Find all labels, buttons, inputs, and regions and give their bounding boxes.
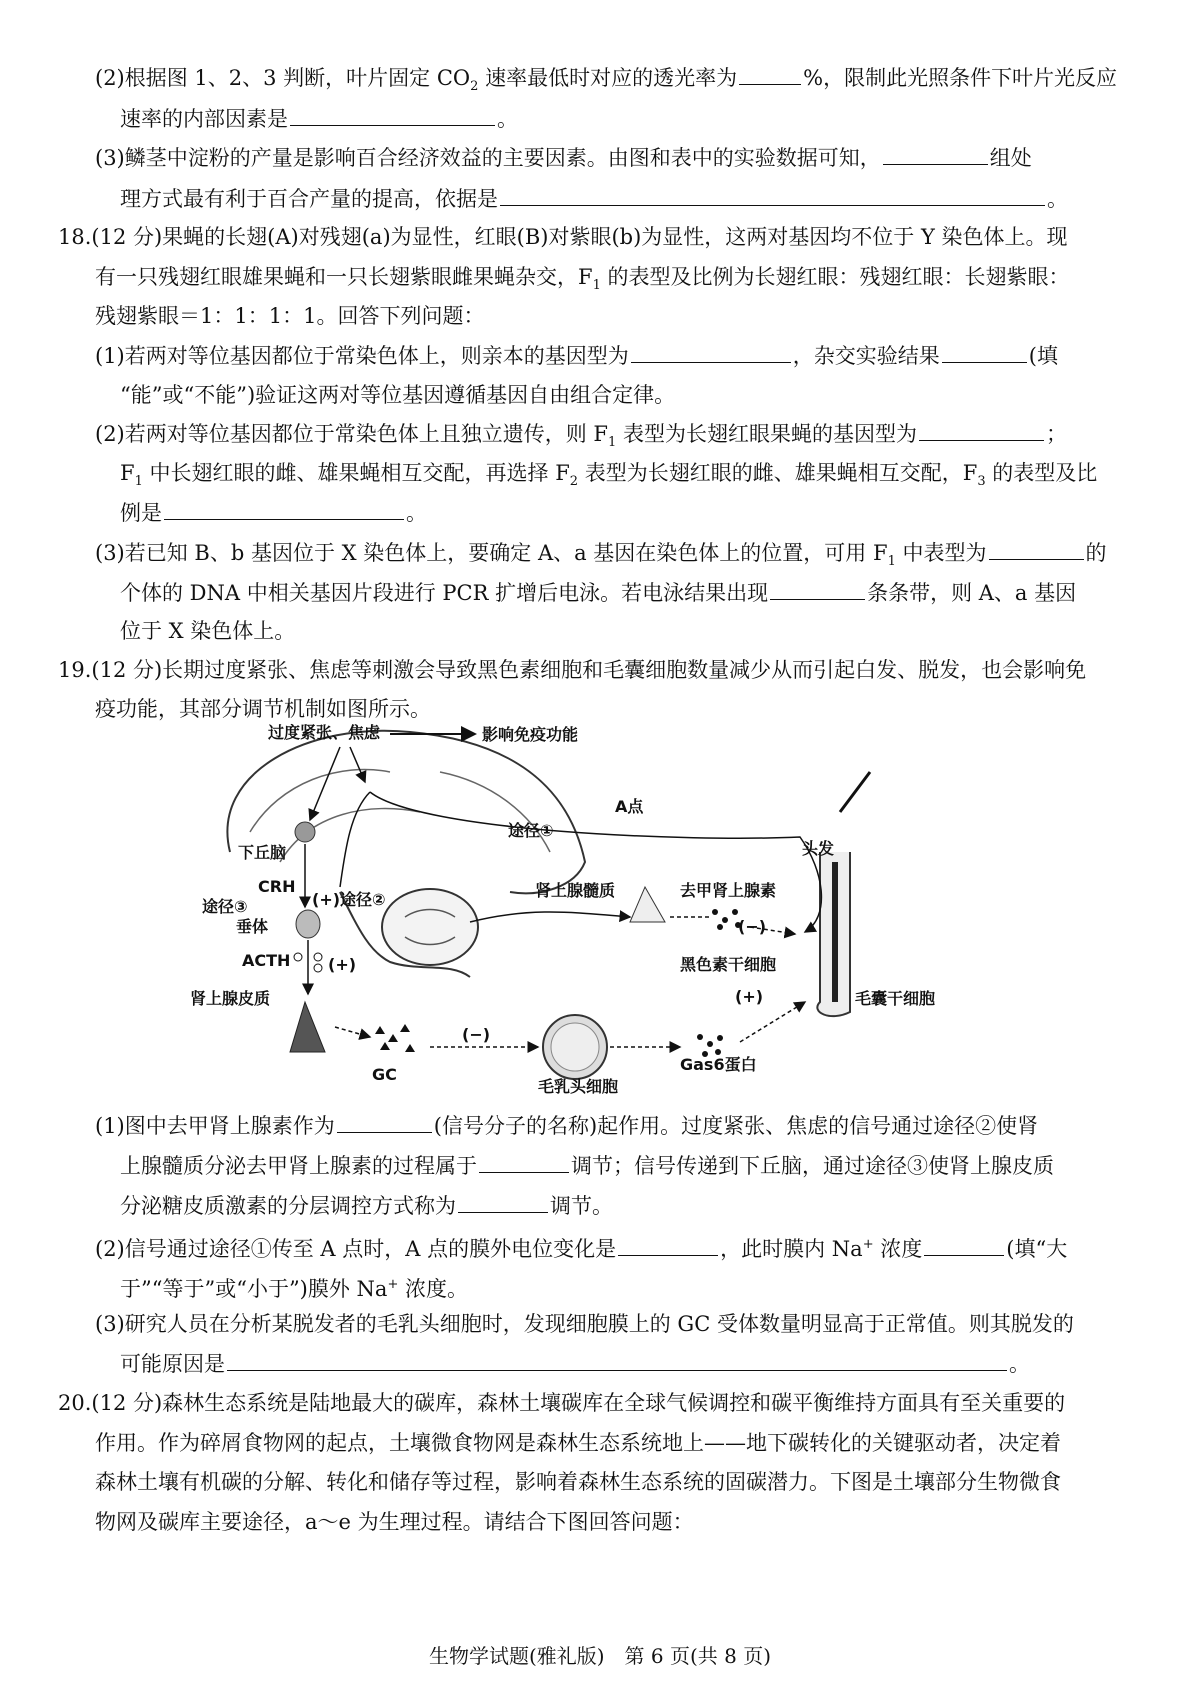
label-dermal-papilla: 毛乳头细胞: [538, 1077, 619, 1096]
label-route2: (+)途径②: [312, 890, 386, 909]
answer-blank[interactable]: [458, 1190, 548, 1213]
answer-blank[interactable]: [631, 340, 791, 363]
label-plus2: (+): [735, 987, 764, 1006]
label-adrenal-cortex: 肾上腺皮质: [190, 989, 271, 1008]
q19-part1-line1: (1)图中去甲肾上腺素作为 (信号分子的名称)起作用。过度紧张、焦虑的信号通过途径②使肾: [95, 1110, 1038, 1141]
q17-part2-line1: (2)根据图 1、2、3 判断，叶片固定 $CO_2$ 速率最低时对应的透光率为 %，限制此光照条件下叶片光反应: [95, 62, 1117, 102]
label-immune: 影响免疫功能: [482, 725, 579, 744]
q19-part3-line1: (3)研究人员在分析某脱发者的毛乳头细胞时，发现细胞膜上的 GC 受体数量明显高于正常值。则其脱发的: [95, 1312, 1074, 1336]
label-pituitary: 垂体: [236, 917, 269, 936]
q19-stem-line1: 19.(12 分)长期过度紧张、焦虑等刺激会导致黑色素细胞和毛囊细胞数量减少从而引起白发、脱发，也会影响免: [58, 658, 1087, 682]
label-route1: 途径①: [508, 821, 554, 840]
label-hypothalamus: 下丘脑: [238, 843, 287, 862]
answer-blank[interactable]: [739, 62, 801, 85]
label-hair-follicle-stem: 毛囊干细胞: [855, 989, 936, 1008]
q18-part3-line3: 位于 X 染色体上。: [120, 619, 296, 643]
answer-blank[interactable]: [924, 1233, 1004, 1256]
label-minus1: (−): [738, 917, 767, 936]
q18-stem-line3: 残翅紫眼＝1：1：1：1。回答下列问题：: [95, 304, 485, 328]
q18-part3-line1: (3)若已知 B、b 基因位于 X 染色体上，要确定 A、a 基因在染色体上的位置，可用 $F_1$ 中表型为 的: [95, 537, 1107, 577]
q18-part2-line3: 例是 。: [120, 497, 427, 528]
q17-part3-line2: 理方式最有利于百合产量的提高，依据是 。: [120, 183, 1068, 214]
norepinephrine-molecules: [712, 909, 741, 930]
answer-blank[interactable]: [919, 418, 1044, 441]
label-plus1: (+): [328, 955, 357, 974]
q19-stem-line2: 疫功能，其部分调节机制如图所示。: [95, 697, 431, 721]
q19-part2-line1: (2)信号通过途径①传至 A 点时，A 点的膜外电位变化是 ，此时膜内 Na+ 浓度 (填“大: [95, 1230, 1067, 1264]
answer-blank[interactable]: [883, 142, 988, 165]
q19-part2-line2: 于”“等于”或“小于”)膜外 Na+ 浓度。: [120, 1277, 469, 1301]
q19-part3-line2: 可能原因是 。: [120, 1348, 1030, 1379]
answer-blank[interactable]: [770, 577, 865, 600]
hypothalamus-shape: [295, 822, 315, 842]
answer-blank[interactable]: [227, 1348, 1007, 1371]
answer-blank[interactable]: [164, 497, 404, 520]
page-footer: 生物学试题(雅礼版) 第 6 页(共 8 页): [428, 1644, 772, 1668]
label-stress: 过度紧张、焦虑: [268, 723, 381, 742]
label-crh: CRH: [258, 877, 296, 896]
q17-part3-line1: (3)鳞茎中淀粉的产量是影响百合经济效益的主要因素。由图和表中的实验数据可知， 组处: [95, 142, 1032, 173]
gc-molecules: [375, 1024, 415, 1052]
q18-stem-line2: 有一只残翅红眼雄果蝇和一只长翅紫眼雌果蝇杂交，$F_1$ 的表型及比例为长翅红眼：残翅红眼：长翅紫眼：: [95, 265, 1070, 294]
label-gc: GC: [372, 1065, 397, 1084]
label-hair: 头发: [802, 839, 835, 858]
q19-part1-line2: 上腺髓质分泌去甲肾上腺素的过程属于 调节；信号传递到下丘脑，通过途径③使肾上腺皮质: [120, 1150, 1054, 1181]
answer-blank[interactable]: [290, 103, 495, 126]
spinal-cross-section: [382, 889, 478, 965]
answer-blank[interactable]: [500, 183, 1045, 206]
label-acth: ACTH: [242, 951, 291, 970]
adrenal-medulla-shape: [630, 887, 665, 922]
q20-stem-line2: 作用。作为碎屑食物网的起点，土壤微食物网是森林生态系统地上——地下碳转化的关键驱动者，决定着: [95, 1431, 1061, 1455]
label-gas6: Gas6蛋白: [680, 1055, 757, 1074]
regulation-diagram: [190, 712, 1070, 1112]
label-minus2: (−): [462, 1025, 491, 1044]
answer-blank[interactable]: [942, 340, 1027, 363]
q17-part2-line2: 速率的内部因素是 。: [120, 103, 518, 134]
label-route3: 途径③: [202, 897, 248, 916]
adrenal-cortex-shape: [290, 1002, 325, 1052]
answer-blank[interactable]: [618, 1233, 718, 1256]
q20-stem-line4: 物网及碳库主要途径，a～e 为生理过程。请结合下图回答问题：: [95, 1510, 694, 1534]
answer-blank[interactable]: [337, 1110, 432, 1133]
pituitary-shape: [296, 910, 320, 938]
label-melanocyte-stem: 黑色素干细胞: [680, 955, 777, 974]
answer-blank[interactable]: [479, 1150, 569, 1173]
label-adrenal-medulla: 肾上腺髓质: [535, 881, 616, 900]
q18-part2-line1: (2)若两对等位基因都位于常染色体上且独立遗传，则 $F_1$ 表型为长翅红眼果蝇的基因型为 ；: [95, 418, 1067, 458]
q18-part1-line1: (1)若两对等位基因都位于常染色体上，则亲本的基因型为 ，杂交实验结果 (填: [95, 340, 1058, 371]
q18-stem-line1: 18.(12 分)果蝇的长翅(A)对残翅(a)为显性，红眼(B)对紫眼(b)为显性，这两对基因均不位于 Y 染色体上。现: [58, 225, 1068, 249]
label-norepinephrine: 去甲肾上腺素: [680, 881, 777, 900]
gas6-molecules: [697, 1034, 723, 1057]
q18-part3-line2: 个体的 DNA 中相关基因片段进行 PCR 扩增后电泳。若电泳结果出现 条条带，则 A、a 基因: [120, 577, 1076, 608]
label-point-a: A点: [615, 797, 644, 816]
q20-stem-line3: 森林土壤有机碳的分解、转化和储存等过程，影响着森林生态系统的固碳潜力。下图是土壤部分生物微食: [95, 1470, 1061, 1494]
q20-stem-line1: 20.(12 分)森林生态系统是陆地最大的碳库，森林土壤碳库在全球气候调控和碳平衡维持方面具有至关重要的: [58, 1391, 1066, 1415]
q19-part1-line3: 分泌糖皮质激素的分层调控方式称为 调节。: [120, 1190, 613, 1221]
answer-blank[interactable]: [989, 537, 1084, 560]
brain-outline: [227, 731, 585, 894]
q18-part2-line2: $F_1$ 中长翅红眼的雌、雄果蝇相互交配，再选择 $F_2$ 表型为长翅红眼的雌、雄果蝇相互交配，$F_3$ 的表型及比: [120, 461, 1098, 490]
q18-part1-line2: “能”或“不能”)验证这两对等位基因遵循基因自由组合定律。: [120, 383, 676, 407]
